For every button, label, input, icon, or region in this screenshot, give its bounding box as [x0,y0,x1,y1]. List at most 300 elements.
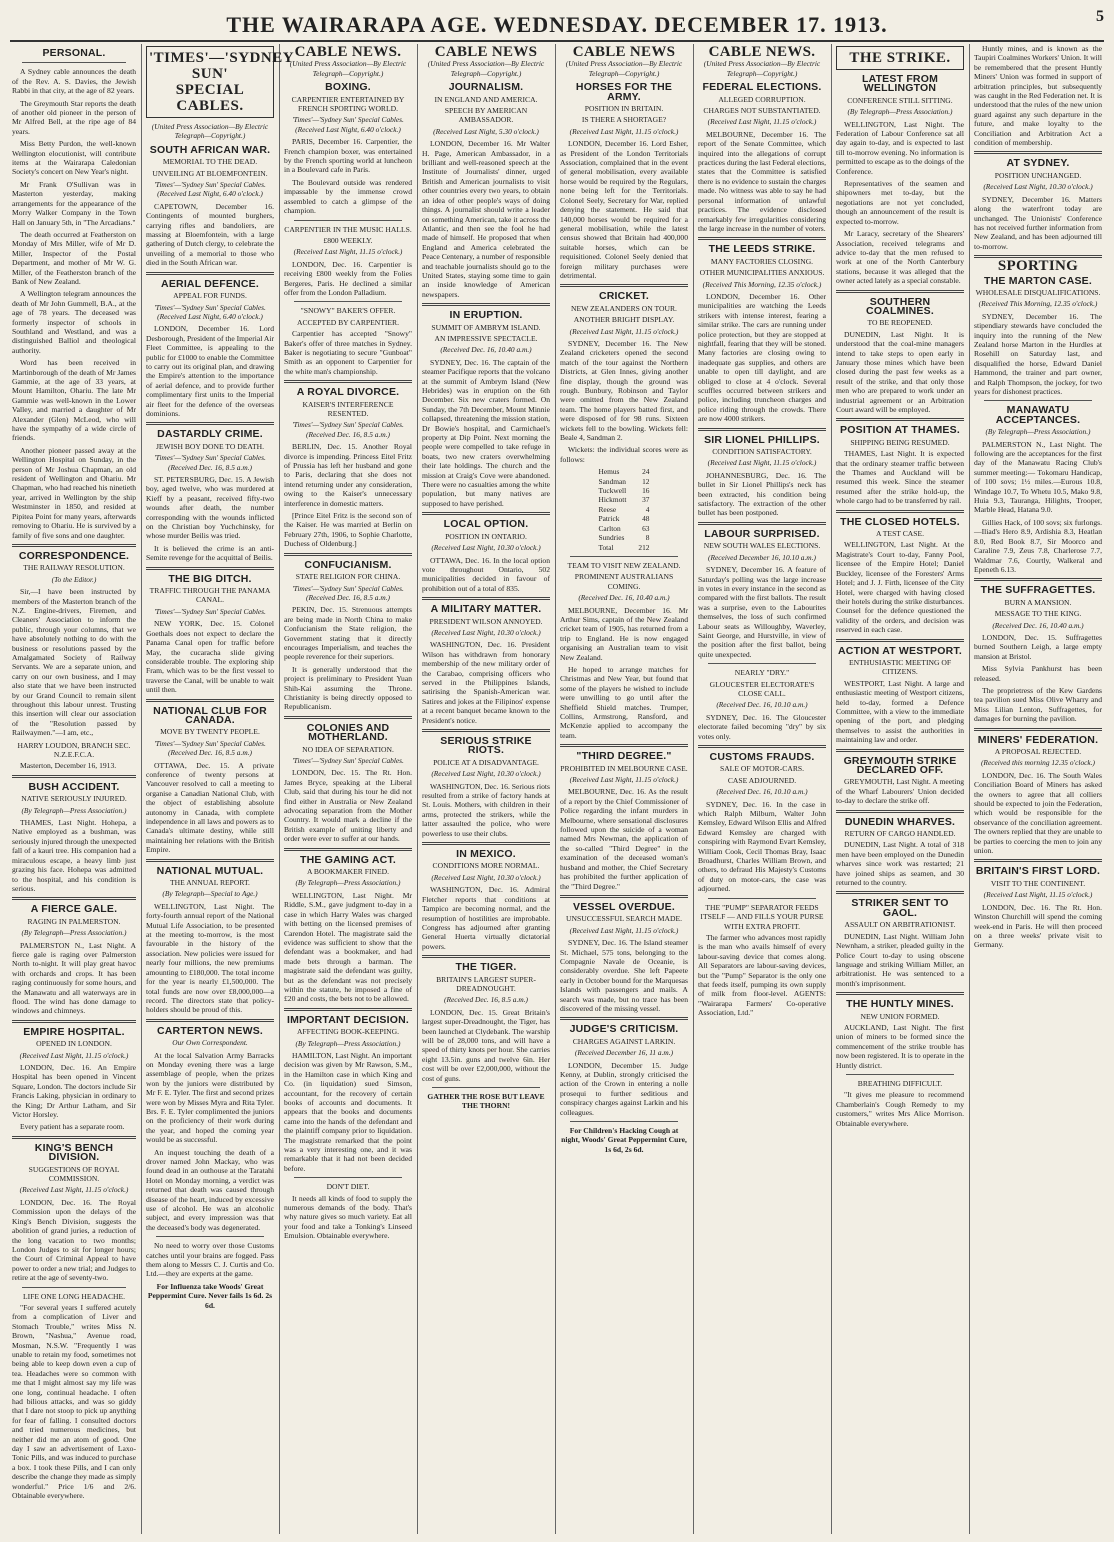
subheading: OPENED IN LONDON. [36,1039,112,1049]
column-rule [555,44,556,1534]
column-heading: CABLE NEWS [434,44,538,60]
article-paragraph: LONDON, December 16. Lord Esher, as President of the London Territorials Association, complained that in the event of general mobilisation, every available horse would be required by the Regulars, none being left for the Territorials. Colonel Seely, Secretary for War, replied denying the statement. He said that 140,000 horses would be required for a general mobilisation, while the latest census showed that Britain had 400,000 suitable horses, which can be requisitioned. Colonel Seely denied that foreign military purchases were detrimental. [560,139,688,280]
dateline: (Received Last Night, 11.15 o'clock.) [707,458,817,468]
subheading: NEW UNION FORMED. [860,1011,940,1021]
article-paragraph: WELLINGTON, Last Night. At the Magistrate's Court to-day, Fanny Pool, licensee of the Empire Hotel; Daniel Buckley, licensee of the Foresters' Arms Hotel; and J. J. Firth, licensee of the City Hotel, were charged with having closed their hotels during the strike disturbances. Counsel for the defence questioned the validity of the orders, and decision was reserved in each case. [836,540,964,635]
subheading: UNVEILING AT BLOEMFONTEIN. [152,168,268,178]
divider [698,428,826,431]
subheading: BURN A MANSION. [1004,597,1072,607]
article-paragraph: SYDNEY, December 16. Matters along the waterfront today are unchanged. The Unionists' Conference has not received further information from New Zealand, and has been adjourned till to-morrow. [974,194,1102,251]
divider [836,418,964,421]
subheading: RETURN OF CARGO HANDLED. [844,829,956,839]
article-paragraph: The Greymouth Star reports the death of another old pioneer in the person of Mr Alfred Bell, at the ripe age of 84 years. [12,98,136,136]
section-heading: LABOUR SURPRISED. [704,527,820,540]
article-paragraph: SYDNEY, December 16. A feature of Saturday's polling was the large increase in votes in every instance in the second as compared with the first ballots. The result was a surprise, even to the Labourites themselves, the loss of such confirmed Labour seats as Willoughby, Waverley, Saint George, and Hurstville, in view of the position after the first ballot, being quite unexpected. [698,565,826,659]
column-8 [974,44,1102,1534]
article-paragraph: DUNEDIN, Last Night. William John Newnham, a striker, pleaded guilty in the Police Court to-day to using obscene language and striking William Miller, an arbitrationist. He was sentenced to a month's imprisonment. [836,931,964,988]
divider [560,1017,688,1020]
divider [294,301,402,302]
subheading: PRESIDENT WILSON ANNOYED. [429,616,543,626]
section-heading: THE HUNTLY MINES. [846,998,954,1011]
banner-line: SPECIAL CABLES. [175,82,245,114]
section-heading: JOURNALISM. [448,81,524,94]
article-paragraph: LONDON, Dec. 15. Great Britain's largest super-Dreadnought, the Tiger, has been launched at Clydebank. The warship will be of 28,000 tons, and will have a speed of thirty knots per hour. She carries eight 13.5in. guns and twelve 6in. Her cost will be over £2,000,000, without the cost of guns. [422,1007,550,1083]
dateline: (Received Dec. 16, 8.5 a.m.) [444,995,528,1005]
article-paragraph: SYDNEY, December 16. The New Zealand cricketers opened the second match of the tour against the Northern Districts, at Glen Innes, giving another fine display, though the ground was rough. Bunbury, Robinson and Taylor were omitted from the New Zealand team. The home players batted first, and were disposed of for 98 runs. Sixteen wickets fell to the bowling. Wickets fell: Beale 4, Sandman 2. [560,338,688,443]
divider [698,237,826,240]
table-row [592,533,655,542]
divider [12,544,136,547]
subheading: OTHER MUNICIPALITIES ANXIOUS. [699,268,825,278]
subheading: GLOUCESTER ELECTORATE'S CLOSE CALL. [709,679,815,698]
divider [836,992,964,995]
subheading: IN ENGLAND AND AMERICA. [434,94,538,104]
subheading: THE RAILWAY RESOLUTION. [23,563,125,573]
divider [294,1177,402,1178]
divider [284,380,412,383]
dateline: (Received Dec. 16, 10.40 a.m.) [578,593,670,603]
dateline: 'Times'—'Sydney Sun' Special Cables. (Received Last Night, 6.40 o'clock.) [154,180,266,199]
dateline: 'Times'—'Sydney Sun' Special Cables. (Received Dec. 16, 8.5 a.m.) [154,738,266,758]
subheading: CASE ADJOURNED. [727,775,797,785]
divider [422,597,550,600]
divider [560,744,688,747]
subheading: WHOLESALE DISQUALIFICATIONS. [975,287,1101,297]
advertisement-text: "It gives me pleasure to recommend Chamberlain's Cough Remedy to my customers," writes Mrs Alice Morrison. Obtainable everywhere. [836,1090,964,1128]
column-2 [146,44,295,1534]
subheading: BRITAIN'S LARGEST SUPER-DREADNOUGHT. [436,974,536,993]
table-row [592,477,655,486]
subheading: TEAM TO VISIT NEW ZEALAND. [567,560,681,570]
column-rule [831,44,832,1534]
dateline: (United Press Association—By Electric Telegraph—Copyright.) [703,59,821,78]
divider [432,1087,540,1088]
article-paragraph: PEKIN, Dec. 15. Strenuous attempts are being made in North China to make Confucianism the State religion, the Government stating that it directly encourages Imperialism, and teaches the people reverence for their superiors. [284,605,412,662]
divider [12,1136,136,1139]
subheading: NATIVE SERIOUSLY INJURED. [21,794,127,804]
section-heading: DUNEDIN WHARVES. [844,815,956,828]
table-row [592,495,655,504]
divider [284,1008,412,1011]
batsman-name: Carlton [598,523,621,533]
divider [560,895,688,898]
table-row [592,505,655,514]
article-paragraph: MELBOURNE, Dec. 16. As the result of a report by the Chief Commissioner of Police regarding the infant murders in Melbourne, where sensational disclosures followed upon the suicide of a woman named Mrs Newman, the application of the so-called "Third Degree" in the examination of the deceased woman's husband and mother, the Chief Secretary has prohibited the further application of the "Third Degree." [560,787,688,891]
advertisement-text: It needs all kinds of food to supply the numerous demands of the body. That's why nature gives so much variety. Eat all your food and take a Tonking's Linseed Emulsion. Obtainable everywhere. [284,1193,412,1241]
column-heading: CABLE NEWS [572,44,676,60]
signature: HARRY LOUDON, BRANCH SEC. N.Z.E.F.C.A. [17,740,131,760]
divider [12,775,136,778]
advertisement-text: "For several years I suffered acutely from a complication of Liver and Stomach Trouble," writes Miss N. Brown, "Nashua," Avenue road, Mosman, N.S.W. "Frequently I was unable to retain my food, sometimes not being able to keep down even a cup of tea. Headaches were so common with me that I might almost say my life was one long, continual headache. I often had bilious attacks, and was so giddy that I dare not stoop to pick up anything for fear of falling. I consulted doctors and tried numerous medicines, but neither did me an atom of good. One day I saw an advertisement of Laxo-Tonic Pills, and was induced to purchase a box. I took these Pills, and I can only describe the change they made as simply wonderful." Price 1/6 and 2/6. Obtainable everywhere. [12,1302,136,1501]
column-rule [969,44,970,1534]
article-paragraph: HAMILTON, Last Night. An important decision was given by Mr Rawson, S.M., in the Hamilton case in which King and Co. (in liquidation) sued Simson, accountant, for the recovery of certain books of accounts and documents. It appears that the books and documents came into the hands of the defendant and the plaintiff company prior to liquidation. The magistrate remarked that the point was a very interesting one, and it was remarkable that it had not been decided before. [284,1050,412,1173]
subheading: SPEECH BY AMERICAN AMBASSADOR. [444,106,528,125]
article-paragraph: THAMES, Last Night. Hohepa, a Native employed as a bushman, was seriously injured through the unexpected fall of a kauri tree. His companion had a miraculous escape, a heavy limb just grazing his face. Hohepa was admitted to the hospital, and his condition is serious. [12,818,136,893]
dateline: (To the Editor.) [51,574,97,584]
table-row [592,524,655,533]
cricket-scoreboard [592,467,655,552]
section-heading: "THIRD DEGREE." [576,750,672,763]
column-5 [560,44,688,1534]
dateline: (By Telegraph—Press Association.) [21,805,127,815]
divider [146,567,274,570]
article-paragraph: LONDON, December 16. Lord Desborough, President of the Imperial Air Fleet Committee, is appealing to the public for £1000 to enable the Committee to carry out its original plan, and drawing the Empire's attention to the importance of aerial defence, and to provide further complimentary first units to the Imperial air fleet for the defence of the overseas dominions. [146,324,274,418]
article-paragraph: PARIS, December 16. Carpentier, the French champion boxer, was entertained by the French sporting world at luncheon in a Boulevard cafe in Paris. [284,137,412,175]
divider [708,663,816,664]
article-paragraph: SYDNEY, Dec. 16. In the case in which Ralph Milburn, Walter John Kemsley, Edward Wilson Ellis and Alfred Edward Kemsley are charged with conspiring with Raymond Evart Kemsley, William Cook, Cecil Thomas Bray, Isaac Broadhurst, Charles William Brown, and others, to defraud His Majesty's Customs of duty on motor-cars, the case was adjourned. [698,799,826,894]
subheading: SALE OF MOTOR-CARS. [719,764,805,774]
divider [422,303,550,306]
divider [974,859,1102,862]
article-paragraph: LONDON, Dec. 16. The Rt. Hon. Winston Churchill will spend the coming week-end in Paris. He will then proceed on a three weeks' private visit to Germany. [974,902,1102,950]
dateline: (Received Last Night, 11.15 o'clock.) [707,117,817,127]
section-heading: CORRESPONDENCE. [18,549,130,562]
dateline: Our Own Correspondent. [172,1038,248,1048]
article-paragraph: The Boulevard outside was rendered impassable by the immense crowd assembled to catch a glimpse of the champion. [284,177,412,216]
banner-line: 'TIMES'—'SYDNEY SUN' [149,50,295,82]
section-heading: A FIERCE GALE. [30,903,118,916]
article-paragraph: Mr Frank O'Sullivan was in Masterton yesterday, making arrangements for the appearance of the Morry Walker Company in the Town Hall on January 5th, in "The Arcadians." [12,179,136,227]
section-heading: SOUTH AFRICAN WAR. [149,143,271,156]
article-paragraph: LONDON, Dec. 16. Carpentier is receiving £800 weekly from the Folies Bergeres, Paris. He declined a similar offer from the London Palladium. [284,259,412,297]
section-heading: VESSEL OVERDUE. [572,900,675,913]
dateline: 'Times'—'Sydney Sun' Special Cables. (Received Last Night, 6.40 o'clock.) [292,115,404,134]
divider [836,290,964,293]
table-row-total [592,543,655,552]
advertisement: For Influenza take Woods' Great Peppermint Cure. Never fails 1s 6d. 2s 6d. [147,1281,273,1310]
article-paragraph: JOHANNESBURG, Dec. 16. The bullet in Sir Lionel Phillips's neck has been extracted, his condition being satisfactory. The extraction of the other bullet has been postponed. [698,470,826,518]
dateline: (United Press Association—By Electric Telegraph—Copyright.) [427,59,545,78]
divider [146,1019,274,1022]
article-paragraph: CAPETOWN, December 16. Contingents of mounted burghers, carrying rifles and bandoliers, are massing at Bloemfontein, with a large gathering of Dutch clergy, to celebrate the unveiling of a memorial to those who died in the South African war. [146,201,274,268]
batsman-runs: 16 [642,486,650,496]
batsman-runs: 48 [642,514,650,524]
divider [284,848,412,851]
divider [984,400,1092,401]
masthead [10,4,1104,42]
divider [156,1236,264,1237]
article-paragraph: SYDNEY, Dec. 16. The Island steamer St. Michael, 575 tons, belonging to the Compagnie Navale de Oceanie, is considerably overdue. She left Papeete early in October bound for the Marquesas Islands with passengers and mails. A search was made, but no trace has been discovered of the missing vessel. [560,938,688,1013]
section-heading: CONFUCIANISM. [304,558,392,571]
divider [12,897,136,900]
batsman-name: Tuckwell [598,486,627,496]
section-heading: BRITAIN'S FIRST LORD. [975,865,1101,878]
dateline: (Received December 16, 11 a.m.) [574,1048,674,1058]
article-paragraph: SYDNEY, Dec. 16. The Gloucester electorate failed becoming "dry" by six votes only. [698,712,826,741]
section-heading: THE MARTON CASE. [983,274,1092,287]
article-paragraph: Gillies Hack, of 100 sovs; six furlongs.—Iliad's Hero 8.9, Ardishia 8.3, Heatlan 8.0, Red Book 8.7, Sir Moorco and Caraline 7.9, Zeus 7.8, Charlerose 7.7, Waldmar 7.6, Courtly, Walkeral and Epeneth 6.13. [974,517,1102,574]
column-rule [141,44,142,1534]
strike-banner [836,46,964,70]
dateline: (Received December 16, 10.10 a.m.) [708,552,816,562]
dateline: (Received Last Night, 11.15 o'clock.) [983,890,1093,900]
article-paragraph: LONDON, Dec. 16. The South Wales Conciliation Board of Miners has asked the owners to agree that all colliers should be expected to join the Federation, which would be responsible for the observance of the conciliation agreement. The owners replied that they are unable to be parties to coercing the men to join any union. [974,770,1102,856]
section-heading: THE SUFFRAGETTES. [980,584,1096,597]
divider [22,1287,126,1288]
divider [570,556,678,557]
dateline: (United Press Association—By Electric Telegraph—Copyright.) [565,59,683,78]
article-paragraph: The death occurred at Featherston on Monday of Mrs Miller, wife of Mr D. Miller, Inspector of the Postal Department, and mother of Mr W. G. Miller, of the Featherston branch of the Bank of New Zealand. [12,229,136,286]
article-paragraph: A Sydney cable announces the death of the Rev. A. S. Davies, the Jewish Rabbi in that city, at the age of 82 years. [12,67,136,96]
dateline: 'Times'—'Sydney Sun' Special Cables. [292,756,404,765]
article-paragraph: LONDON, Dec. 15. The Rt. Hon. James Bryce, speaking at the Liberal Club, said that during his tour he did not find either in Australia or New Zealand advocating separation from the Mother Country. It would mark a decline if the British example of uniting liberty and order were ever to suffer at our hands. [284,768,412,844]
article-paragraph: At the local Salvation Army Barracks on Monday evening there was a large assemblage of people, when the prizes won by the juniors were distributed by Mr F. E. Tyler. The first and second prizes were won by Misses Myra and Rita Tyler. Brs. F. E. Tyler complimented the juniors on the proficiency of their work during the year, and hoped the coming year would be as successful. [146,1050,274,1145]
section-heading: CUSTOMS FRAUDS. [709,751,815,763]
article-paragraph: GREYMOUTH, Last Night. A meeting of the Wharf Labourers' Union decided to-day to declare the strike off. [836,777,964,806]
article-paragraph: Masterton, December 16, 1913. [20,761,117,771]
section-heading: PERSONAL. [42,47,106,59]
article-paragraph: A Wellington telegram announces the death of Mr John Gummell, B.A., at the age of 78 years. The deceased was formerly inspector of schools in Southland and Westland, and was a distinguished Balliol and theological authority. [12,289,136,355]
subheading: A TEST CASE. [875,529,925,539]
dateline: (Received this morning 12.35 o'clock.) [980,758,1096,768]
subheading: VISIT TO THE CONTINENT. [990,878,1086,888]
divider [974,728,1102,731]
dateline: (Received Last Night, 10.30 o'clock.) [431,769,541,779]
subheading: APPEAL FOR FUNDS. [173,291,247,301]
article-paragraph: Carpentier has accepted "Snowy" Baker's offer of three matches in Sydney. Baker is negotiating to secure "Gunboat" Smith as an opponent to Carpentier for the white man's championship. [284,329,412,376]
divider [146,699,274,702]
article-paragraph: OTTAWA, Dec. 15. A private conference of twenty persons at Vancouver resolved to call a meeting to organise a Canadian National Club, with the object of establishing absolute autonomy in Canada, with complete independence in all laws and powers as to Canada's ultimate destiny, while still maintaining her relations with the British Empire. [146,760,274,855]
page-number: 5 [1096,8,1104,25]
table-row [592,486,655,495]
subheading: ENTHUSIASTIC MEETING OF CITIZENS. [848,657,952,677]
divider [294,220,402,221]
article-paragraph: WELLINGTON, Last Night. The Federation of Labour Conference sat all day again to-day, and is expected to last till to-morrow evening. No information is permitted to escape as to the doings of the Conference. [836,119,964,176]
article-paragraph: LONDON, December 16. Other municipalities are watching the Leeds strikers with intense interest, fearing a similar strike. The cars are running under police protection, but they are stopped at nightfall, fearing that they will be stoned. Many factories are closing owing to inadequate gas supplies, and others are unable to open till daylight, and are obliged to close at 4 o'clock. Several scuffles occurred between strikers and police, including truncheon charges and police riding through the crowds. There are now 4000 strikers. [698,291,826,424]
section-heading: DASTARDLY CRIME. [157,428,263,441]
section-heading: THE BIG DITCH. [168,572,252,585]
section-heading: JUDGE'S CRITICISM. [569,1023,679,1036]
subheading: MESSAGE TO THE KING. [994,609,1082,619]
article-paragraph: WASHINGTON, Dec. 16. President Wilson has withdrawn from honorary membership of the new military order of the Carabao, comprising officers who served in the Philippines Islands, satirising the Spanish-American war. Satires and jokes at the Filipinos' expense at a recent banquet became known to the President's notice. [422,640,550,725]
dateline: (By Telegraph—Press Association.) [985,427,1091,437]
article-paragraph: He hoped to arrange matches for Christmas and New Year, but found that some of the players he wished to include were unwilling to go until after the Sheffield Shield matches. Trumper, Collins, Armstrong, Ransford, and McKenzie applied to accompany the team. [560,664,688,740]
section-heading: CARTERTON NEWS. [156,1024,264,1037]
column-6 [698,44,826,1534]
divider [22,62,126,63]
divider [146,422,274,425]
dateline: (United Press Association—By Electric Telegraph—Copyright.) [151,122,269,141]
section-heading: IN ERUPTION. [449,309,523,322]
section-heading: LATEST FROM WELLINGTON [861,73,939,95]
subheading: A PROPOSAL REJECTED. [994,747,1082,756]
section-heading: THE GAMING ACT. [300,853,396,866]
dateline: (By Telegraph—Press Association.) [295,878,401,888]
divider [836,891,964,894]
section-heading: ACTION AT WESTPORT. [838,644,962,657]
subheading: NEARLY "DRY." [734,668,790,678]
batsman-runs: 12 [642,476,650,486]
subheading: PROHIBITED IN MELBOURNE CASE. [560,763,688,773]
article-paragraph: NEW YORK, Dec. 15. Colonel Goethals does not expect to declare the Panama Canal open for traffic before May, the cucaracha slide giving considerable trouble. The exploring ship Fram, which was to be the first vessel to traverse the Canal, will be unable to wait until then. [146,619,274,695]
batsman-name: Hemus [598,467,620,477]
section-heading: BOXING. [325,81,371,94]
column-heading: SPORTING [997,258,1079,275]
section-heading: STRIKER SENT TO GAOL. [851,897,949,919]
section-heading: HORSES FOR THE ARMY. [575,81,673,103]
article-paragraph: LONDON, December 16. Mr Walter H. Page, American Ambassador, in a brilliant and well-reasoned speech at the Institute of Journalists' dinner, urged British and American journalists to visit other countries every two years, to obtain an idea of other people's ways of doing things. A journalist should write a leader on something American, take it across the Atlantic, and then see the fool he had made of himself. He proposed that when England and America celebrated the Peace Centenary, a number of responsible and teachable journalists should go to the United States, staying some time to gain an inside knowledge of American newspapers. [422,139,550,299]
subheading: £800 WEEKLY. [323,235,373,245]
article-paragraph: WESTPORT, Last Night. A large and enthusiastic meeting of Westport citizens, held to-day, formed a Defence Committee, with a view to the immediate opening of the port, and pledging themselves to assist the authorities in maintaining law and order. [836,678,964,745]
dateline: (United Press Association—By Electric Telegraph—Copyright.) [289,59,407,78]
column-1 [12,44,136,1534]
section-heading: NATIONAL MUTUAL. [156,864,264,877]
dateline: (Received Last Night, 11.15 o'clock.) [293,247,403,257]
article-paragraph: Miss Betty Purdon, the well-known Wellington elocutionist, will contribute items at the Wairarapa Caledonian Society's concert on New Year's night. [12,139,136,177]
section-heading: CRICKET. [598,290,650,303]
article-paragraph: The proprietress of the Kew Gardens tea pavilion sued Miss Olive Wharry and Miss Lilian Lenton, Suffragettes, for damages for burning the pavilion. [974,685,1102,724]
dateline: 'Times'—'Sydney Sun' Special Cables. (Received Dec. 16, 8.5 a.m.) [292,583,404,602]
article-paragraph: PALMERSTON N., Last Night. The following are the acceptances for the first day of the Manawatu Racing Club's summer meeting:— Tokomaru Handicap, of 100 sovs; 1½ miles.—Eurous 10.8, Windage 10.7, To Whetu 10.5, Mako 9.8, Huia 9.3, Tauranga, Hilights, Trooper, Marble Head, Hatana 9.0. [974,439,1102,515]
article-paragraph: Huntly mines, and is known as the Taupiri Coalmines Workers' Union. It will be remembered that the present Huntly Miners' Union was formed in support of arbitration principles, but subsequently was caught in the Red Federation net. It is understood that the rules of the new union guard against any such departure in the future, and make loyalty to the Conciliation and Arbitration Act a condition of membership. [974,44,1103,148]
advertisement: GATHER THE ROSE BUT LEAVE THE THORN! [427,1092,545,1111]
banner-line: THE STRIKE. [849,50,951,66]
article-paragraph: PALMERSTON N., Last Night. A fierce gale is raging over Palmerston North to-night. It will play great havoc with orchards and crops. It has been raging continuously for some hours, and the Manawatu and all waterways are in flood. The wind has done damage to windows and chimneys. [12,940,136,1016]
dateline: 'Times'—'Sydney Sun' Special Cables. (Received Last Night, 6.40 o'clock.) [154,302,266,321]
batsman-runs: 63 [642,523,650,533]
article-paragraph: DUNEDIN, Last Night. It is understood that the coal-mine managers intend to take steps to open early in January those mines which have been closed during the past few weeks as a result of the strike, and that only those men who are prepared to work under an industrial agreement or an Arbitration Court award will be employed. [836,329,964,414]
subheading: TO BE REOPENED. [867,318,933,328]
table-row [592,467,655,476]
dateline: 'Times'—'Sydney Sun' Special Cables. [154,606,266,616]
dateline: (Received Last Night, 11.15 o'clock.) [569,326,679,336]
subheading: A BOOKMAKER FINED. [306,867,390,877]
subheading: CARPENTIER ENTERTAINED BY FRENCH SPORTING WORLD. [291,94,405,114]
article-paragraph: Mr Laracy, secretary of the Shearers' Association, received telegrams and advice to-day that the men refused to work at one of the North Canterbury stations, because it was alleged that the owner acted lately as a special constable. [836,229,964,286]
article-paragraph: Miss Sylvia Pankhurst has been released. [974,664,1102,683]
divider [422,842,550,845]
dateline: (Received Dec. 16, 10.10 a.m.) [716,700,808,710]
subheading: CONDITION SATISFACTORY. [712,447,812,457]
article-paragraph: An inquest touching the death of a drover named John Mackay, who was found dead in an outhouse at the Taratahi Hotel on Monday morning, a verdict was returned that death was caused through disease of the heart, induced by excessive use of alcohol. He was an alcoholic subject, and every impression was that the deceased's body was degenerated. [146,1147,274,1232]
divider [422,729,550,732]
divider [836,810,964,813]
divider [12,1020,136,1023]
article-paragraph: WELLINGTON, Last Night. The forty-fourth annual report of the National Mutual Life Association, to be presented at the meeting to-morrow, is the most favourable in the history of the association. New policies were issued for nearly four millions, the new premiums amounting to £180,000. The total income for the year is nearly £1,500,000. The total funds are now over £8,000,000—a record. The directors state that policy-holders should be proud of this. [146,901,274,1015]
section-heading: SIR LIONEL PHILLIPS. [704,433,820,446]
article-paragraph: [Prince Eitel Fritz is the second son of the Kaiser. He was married at Berlin on February 27th, 1906, to Sophie Charlotte, Duchess of Oldenburg.] [284,511,412,549]
subheading: CARPENTIER IN THE MUSIC HALLS. [284,224,412,234]
subheading: UNSUCCESSFUL SEARCH MADE. [566,914,682,924]
dateline: (Received Last Night, 5.30 o'clock.) [433,126,539,136]
article-paragraph: Another pioneer passed away at the Wellington Hospital on Sunday, in the person of Mr Joshua Chapman, an old resident of Wellington and Ohariu. Mr Chapman, who had reached his ninetieth year, arrived in Wellington by the ship Westminster in 1850, and resided at Pipitea Point for many years, afterwards removing to Ohariu. He is survived by a family of five sons and one daughter. [12,445,136,540]
dateline: (Received This Morning, 12.35 o'clock.) [978,299,1098,309]
section-heading: KING'S BENCH DIVISION. [34,1141,114,1164]
batsman-runs: 24 [642,467,650,477]
dateline: (Received Last Night, 11.15 o'clock.) [569,126,679,136]
divider [284,553,412,556]
article-paragraph: WASHINGTON, Dec. 16. Serious riots resulted from a strike of factory hands at St. Louis. Mothers, with children in their arms, protected the strikers, while the latter assaulted the police, who were powerless to use their clubs. [422,781,550,838]
subheading: SUMMIT OF AMBRYM ISLAND. [431,322,541,332]
article-paragraph: MELBOURNE, December 16. The report of the Senate Committee, which inquired into the allegations of corrupt practices during the last Federal elections, states that the Committee is satisfied there is no evidence to sustain the charges made. No witness was able to say he had personal information of unlawful practices. The evidence disclosed remarkably few irregularities considering the large increase in the number of voters. [698,129,826,233]
divider [560,284,688,287]
article-paragraph: It is generally understood that the project is preliminary to President Yuan Shih-Kai assuming the Throne. Christianity is being directly opposed to Republicanism. [284,664,412,712]
dateline: (Received Dec. 16, 10.40 a.m.) [440,345,532,355]
subheading: MEMORIAL TO THE DEAD. [162,157,258,167]
subheading: TRAFFIC THROUGH THE PANAMA CANAL. [149,586,271,605]
dateline: 'Times'—'Sydney Sun' Special Cables. (Received Dec. 16, 8.5 a.m.) [154,453,266,472]
article-paragraph: DUNEDIN, Last Night. A total of 318 men have been employed on the Dunedin wharves since work was restarted; 21 have joined ships as seamen, and 30 returned to the country. [836,840,964,888]
article-paragraph: SYDNEY, December 16. The stipendiary stewards have concluded the inquiry into the running of the New Zealand horse Marton in the Hurdles at Rosehill on Saturday last, and disqualified the horse, Edward Daniel Hammond, the trainer and part owner, and Ralph Thompson, the jockey, for two years for dishonest practices. [974,311,1102,396]
section-heading: A MILITARY MATTER. [430,603,542,616]
dateline: (By Telegraph—Press Association.) [21,928,127,938]
subheading: PROMINENT AUSTRALIANS COMING. [574,572,674,591]
dateline: (Received Last Night, 10.30 o'clock.) [431,872,541,882]
dateline: (Received Last Night, 11.15 o'clock.) [19,1050,129,1060]
section-heading: EMPIRE HOSPITAL. [23,1025,125,1038]
subheading: CHARGES NOT SUBSTANTIATED. [703,106,821,116]
subheading: CONDITIONS MORE NORMAL. [432,861,540,871]
subheading: ANOTHER BRIGHT DISPLAY. [573,315,675,325]
divider [698,745,826,748]
subheading: POLICE AT A DISADVANTAGE. [433,757,539,767]
batsman-name: Reese [598,504,617,514]
dateline: (Received Last Night, 11.15 o'clock.) [569,775,679,785]
section-heading: NATIONAL CLUB FOR CANADA. [153,704,267,726]
divider [146,859,274,862]
total-label: Total [598,542,614,552]
dateline: (Received Dec. 16, 10.40 a.m.) [992,620,1084,630]
section-heading: MINERS' FEDERATION. [977,733,1099,746]
subheading: ASSAULT ON ARBITRATIONIST. [844,920,956,930]
subheading: POSITION UNCHANGED. [994,170,1082,180]
subheading: AN IMPRESSIVE SPECTACLE. [434,333,538,343]
batsman-runs: 4 [645,504,650,514]
dateline: (By Telegraph—Press Association.) [295,1038,401,1048]
subheading: POSITION IN ONTARIO. [445,531,527,541]
dateline: (Received Last Night, 10.30 o'clock.) [983,182,1093,192]
article-paragraph: Word has been received in Martinborough of the death of Mr James Gammie, at the age of 33 years, at Mount Hamilton, Ohariu. The late Mr Gammie was well-known in the Lower Valley, and married a daughter of Mr Alexander (Glen) McLeod, who will have the sympathy of a wide circle of friends. [12,358,136,443]
subheading: ALLEGED CORRUPTION. [718,94,806,104]
dateline: (Received This Morning, 12.35 o'clock.) [702,279,822,289]
article-paragraph: LONDON, Dec. 16. An Empire Hospital has been opened in Vincent Square, London. The doctors include Sir Francis Laking, physician in ordinary to the King; Dr Arthur Latham, and Sir Victor Horsley. [12,1063,136,1120]
subheading: CHARGES AGAINST LARKIN. [572,1036,676,1046]
section-heading: THE TIGER. [455,961,517,974]
batsman-runs: 37 [642,495,650,505]
section-heading: AT SYDNEY. [1006,157,1070,170]
dateline: (Received Last Night, 11.15 o'clock.) [569,925,679,935]
section-heading: LOCAL OPTION. [443,518,529,531]
subheading: NEW SOUTH WALES ELECTIONS. [703,541,821,551]
section-heading: COLONIES AND MOTHERLAND. [306,721,390,744]
subheading: SUGGESTIONS OF ROYAL COMMISSION. [28,1164,120,1184]
dateline: (By Telegraph—Special to Age.) [162,889,258,899]
subheading: THE ANNUAL REPORT. [170,878,250,888]
batsman-name: Patrick [598,514,620,524]
subheading: DON'T DIET. [326,1182,370,1192]
section-heading: A ROYAL DIVORCE. [296,386,400,399]
subheading: POSITION IN BRITAIN. [584,104,664,114]
article-paragraph: BERLIN, Dec. 15. Another Royal divorce is impending. Princess Eitel Fritz of Prussia has left her husband and gone to Paris, declaring that she does not intend returning under any consideration, owing to the Kaiser's unnecessary interference in domestic matters. [284,442,412,508]
section-heading: SERIOUS STRIKE RIOTS. [440,735,532,757]
section-heading: SOUTHERN COALMINES. [866,295,934,317]
column-4 [422,44,550,1534]
subheading: BREATHING DIFFICULT. [857,1078,943,1088]
subheading: NEW ZEALANDERS ON TOUR. [571,303,677,313]
subheading: JEWISH BOY DONE TO DEATH. [155,441,265,451]
section-heading: MANAWATU ACCEPTANCES. [995,404,1081,426]
column-rule [693,44,694,1534]
section-heading: POSITION AT THAMES. [840,424,960,437]
column-rule [417,44,418,1534]
divider [974,578,1102,581]
subheading: NO IDEA OF SEPARATION. [302,744,394,754]
section-heading: FEDERAL ELECTIONS. [702,81,822,94]
special-cables-banner [146,46,295,118]
dateline: (By Telegraph—Press Association.) [847,107,953,117]
article-paragraph: Representatives of the seamen and shipowners met to-day, but the negotiations are not yet concluded, though an announcement of the result is expected to-morrow. [836,179,964,226]
subheading: KAISER'S INTERFERENCE RESENTED. [302,399,394,418]
